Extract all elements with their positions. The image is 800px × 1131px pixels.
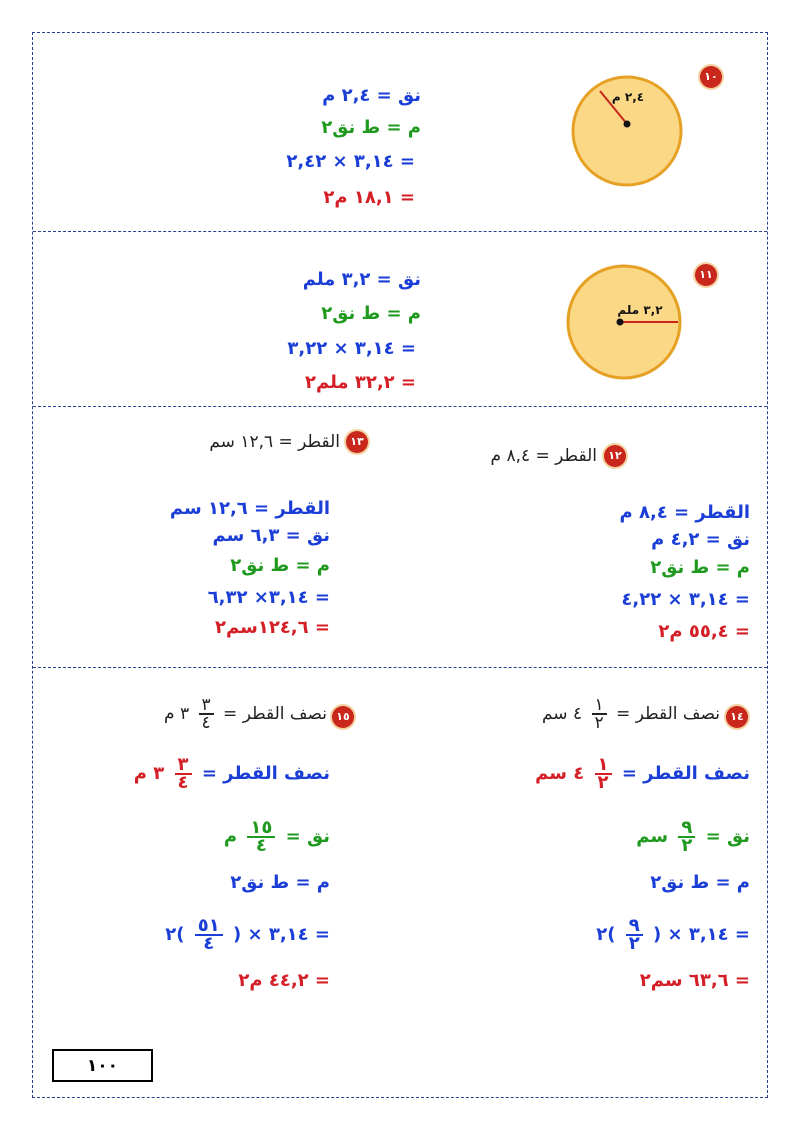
- problem-15-line-2: نق = $\frac{١٥}{٤}$ م: [223, 817, 330, 856]
- problem-11-line-1: نق = ٣,٢ ملم: [302, 269, 421, 290]
- problem-13-line-1: القطر = ١٢,٦ سم: [169, 498, 330, 519]
- radius-label: ٢,٤ م: [611, 90, 645, 104]
- problem-11-line-4: = ٣٢,٢ ملم٢: [304, 372, 416, 393]
- problem-13-title: القطر = ١٢,٦ سم: [209, 432, 340, 452]
- problem-12-line-4: = ٣,١٤ × ٤,٢٢: [621, 589, 750, 610]
- problem-10-line-2: م = ط نق٢: [321, 117, 421, 138]
- problem-number-badge: ١٥: [332, 706, 354, 728]
- problem-15-line-4: = ٣,١٤ × ( $\frac{٥١}{٤}$ )٢: [165, 915, 330, 954]
- problem-14-title: نصف القطر = $\frac{١}{٢}$ ٤ سم: [541, 695, 720, 733]
- problem-13-line-4: = ٣,١٤× ٦,٣٢: [207, 587, 330, 608]
- problem-12-line-1: القطر = ٨,٤ م: [619, 502, 750, 523]
- problem-14-line-4: = ٣,١٤ × ( $\frac{٩}{٢}$ )٢: [596, 915, 750, 954]
- problem-14-line-2: نق = $\frac{٩}{٢}$ سم: [636, 817, 750, 856]
- problem-number-badge: ١٢: [604, 445, 626, 467]
- problem-number-badge: ١١: [695, 264, 717, 286]
- circle-figure-10: [570, 74, 685, 189]
- problem-number-badge: ١٠: [700, 66, 722, 88]
- problem-15-line-3: م = ط نق٢: [230, 872, 330, 893]
- problem-10-line-3: = ٣,١٤ × ٢,٤٢: [286, 151, 415, 172]
- radius-label: ٣,٢ ملم: [617, 303, 663, 317]
- problem-number-badge: ١٤: [726, 706, 748, 728]
- problem-13-line-2: نق = ٦,٣ سم: [212, 525, 330, 546]
- center-point: [624, 121, 631, 128]
- problem-12-title: القطر = ٨,٤ م: [490, 446, 597, 466]
- problem-12-line-3: م = ط نق٢: [650, 557, 750, 578]
- problem-12-line-5: = ٥٥,٤ م٢: [658, 621, 750, 642]
- problem-13-line-5: = ١٢٤,٦سم٢: [215, 617, 330, 638]
- center-point: [617, 319, 624, 326]
- fraction: $\frac{٣}{٤}$: [199, 697, 214, 731]
- page-number: ١٠٠: [52, 1049, 153, 1082]
- fraction: $\frac{٣}{٤}$: [175, 757, 192, 791]
- problem-11-line-2: م = ط نق٢: [321, 303, 421, 324]
- fraction: $\frac{٩}{٢}$: [626, 918, 643, 952]
- fraction: $\frac{١٥}{٤}$: [247, 820, 275, 854]
- problem-14-line-1: نصف القطر = $\frac{١}{٢}$ ٤ سم: [535, 754, 750, 793]
- fraction: $\frac{٩}{٢}$: [678, 820, 695, 854]
- fraction: $\frac{٥١}{٤}$: [195, 918, 223, 952]
- problem-14-line-5: = ٦٣,٦ سم٢: [639, 970, 750, 991]
- problem-10-line-4: = ١٨,١ م٢: [323, 187, 415, 208]
- problem-number-badge: ١٣: [346, 431, 368, 453]
- circle-figure-11: [563, 264, 687, 388]
- problem-12-line-2: نق = ٤,٢ م: [651, 529, 750, 550]
- separator: [33, 667, 767, 668]
- problem-11-line-3: = ٣,١٤ × ٣,٢٢: [287, 338, 416, 359]
- problem-15-title: نصف القطر = $\frac{٣}{٤}$ ٣ م: [164, 695, 327, 733]
- separator: [33, 406, 767, 407]
- problem-14-line-3: م = ط نق٢: [650, 872, 750, 893]
- separator: [33, 231, 767, 232]
- problem-10-line-1: نق = ٢,٤ م: [322, 85, 421, 106]
- problem-15-line-1: نصف القطر = $\frac{٣}{٤}$ ٣ م: [133, 754, 330, 793]
- problem-13-line-3: م = ط نق٢: [230, 555, 330, 576]
- problem-15-line-5: = ٤٤,٢ م٢: [238, 970, 330, 991]
- fraction: $\frac{١}{٢}$: [595, 757, 612, 791]
- fraction: $\frac{١}{٢}$: [592, 697, 607, 731]
